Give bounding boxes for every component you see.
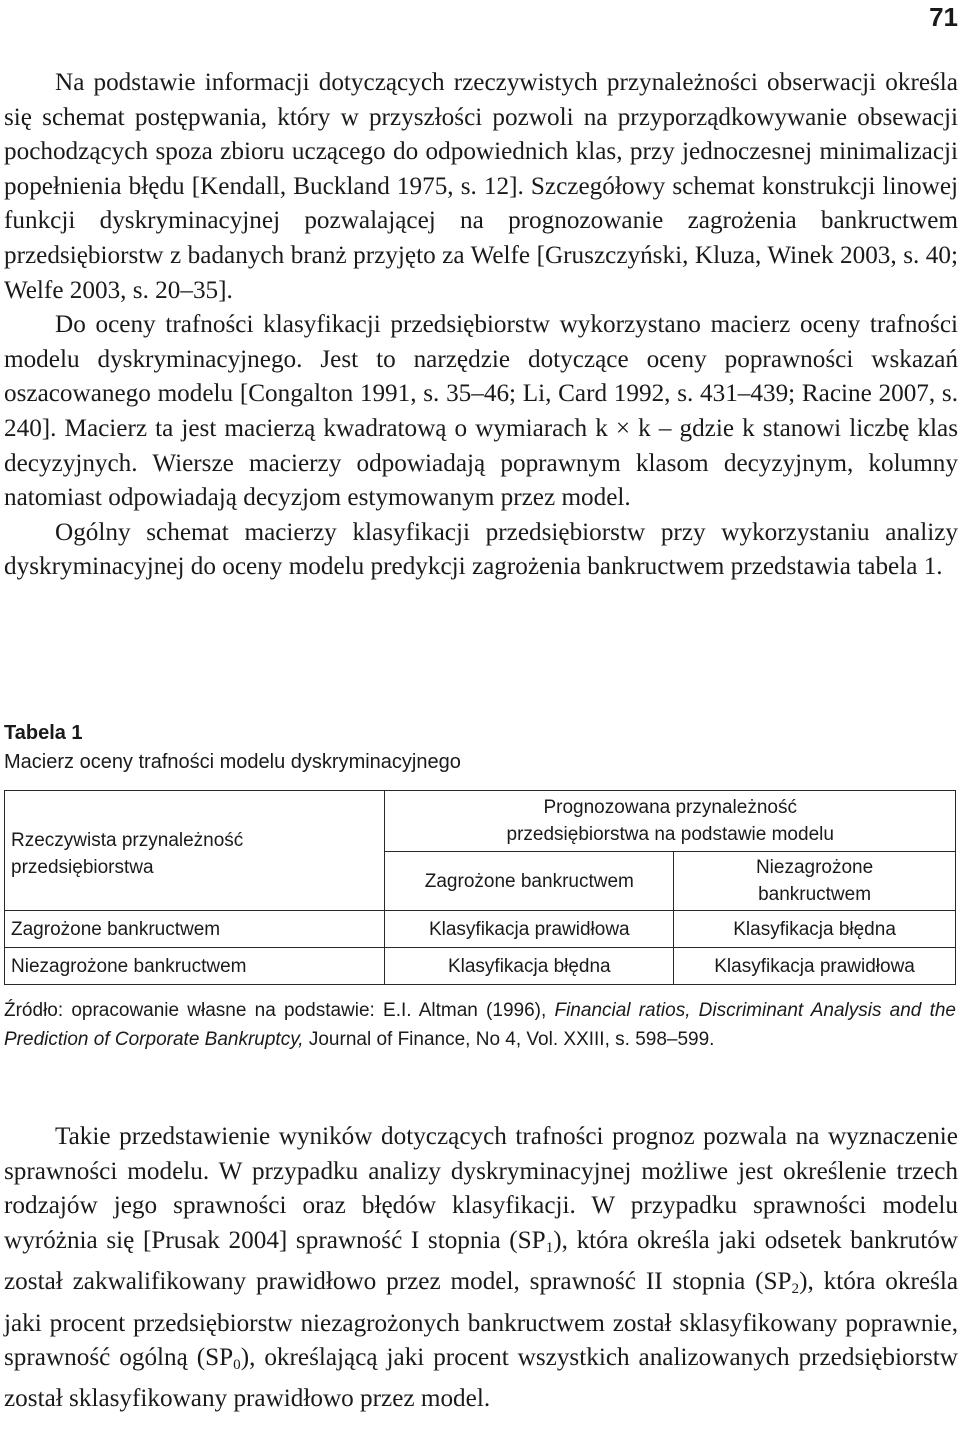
table-group-header: Prognozowana przynależność przedsiębiorstwa na podstawie modelu <box>385 791 956 852</box>
table-col-header: Niezagrożone bankructwem <box>674 852 956 911</box>
paragraph <box>4 1120 958 1417</box>
subscript: 1 <box>545 1239 554 1256</box>
table-row-label: Zagrożone bankructwem <box>5 911 385 948</box>
source-suffix: Journal of Finance, No 4, Vol. XXIII, s. 598–599. <box>303 1029 715 1050</box>
subscript: 0 <box>233 1356 241 1373</box>
paragraph: Ogólny schemat macierzy klasyfikacji przedsiębiorstw przy wykorzystaniu analizy dyskryminacyjnej do oceny modelu predykcji zagrożenia bankructwem przedstawia tabela 1. <box>4 518 958 581</box>
text-segment: ), która określa jaki procent przedsiębiorstw niezagrożonych bankructwem został sklasyfikowany poprawnie, sprawność ogólną (SP <box>4 1268 959 1372</box>
table-cell: Klasyfikacja prawidłowa <box>385 911 674 948</box>
table-cell: Klasyfikacja błędna <box>385 948 674 985</box>
table-row <box>5 911 956 948</box>
table-title: Tabela 1 <box>4 722 83 744</box>
text-segment: ), określającą jaki procent wszystkich analizowanych przedsiębiorstw został sklasyfikowany prawidłowo przez model. <box>4 1344 958 1413</box>
page-number: 71 <box>929 2 958 32</box>
text-segment: Takie przedstawienie wyników dotyczących trafności prognoz pozwala na wyznaczenie sprawności modelu. W przypadku analizy dyskryminacyjnej możliwe jest określenie trzech rodzajów jego sprawności oraz błędów klasyfikacji. W przypadku sprawności modelu wyróżnia się [Prusak 2004] sprawność I stopnia (SP <box>4 1123 958 1254</box>
subscript: 2 <box>791 1280 800 1297</box>
source-prefix: Źródło: opracowanie własne na podstawie: E.I. Altman (1996), <box>4 1000 555 1021</box>
table-cell: Klasyfikacja prawidłowa <box>674 948 956 985</box>
table-row <box>5 948 956 985</box>
table-row-label: Niezagrożone bankructwem <box>5 948 385 985</box>
paragraph: Do oceny trafności klasyfikacji przedsiębiorstw wykorzystano macierz oceny trafności modelu dyskryminacyjnego. Jest to narzędzie dotyczące oceny poprawności wskazań oszacowanego modelu [Congalton 1991, s. 35–46; Li, Card 1992, s. 431–439; Racine 2007, s. 240]. Macierz ta jest macierzą kwadratową o wymiarach k × k – gdzie k stanowi liczbę klas decyzyjnych. Wiersze macierzy odpowiadają poprawnym klasom decyzyjnym, kolumny natomiast odpowiadają decyzjom estymowanym przez model. <box>4 311 958 512</box>
table-col-header: Zagrożone bankructwem <box>385 852 674 911</box>
table-source-note <box>4 996 956 1054</box>
table-corner-header: Rzeczywista przynależność przedsiębiorstwa <box>5 791 385 911</box>
body-text-top <box>4 66 958 585</box>
classification-matrix-table <box>4 790 956 985</box>
paragraph: Na podstawie informacji dotyczących rzeczywistych przynależności obserwacji określa się schemat postępwania, który w przyszłości pozwoli na przyporządkowywanie obsewacji pochodzących spoza zbioru uczącego do odpowiednich klas, przy jednoczesnej minimalizacji popełnienia błędu [Kendall, Buckland 1975, s. 12]. Szczegółowy schemat konstrukcji linowej funkcji dyskryminacyjnej pozwalającej na prognozowanie zagrożenia bankructwem przedsiębiorstw z badanych branż przyjęto za Welfe [Gruszczyński, Kluza, Winek 2003, s. 40; Welfe 2003, s. 20–35]. <box>4 69 958 304</box>
table-cell: Klasyfikacja błędna <box>674 911 956 948</box>
source-title: Financial ratios, Discriminant Analysis and the Prediction of Corporate Bankruptcy, <box>4 1000 956 1050</box>
text-segment: ), która określa jaki odsetek bankrutów został zakwalifikowany prawidłowo przez model, sprawność II stopnia (SP <box>4 1226 958 1296</box>
body-text-bottom <box>4 1120 958 1417</box>
table-caption: Macierz oceny trafności modelu dyskryminacyjnego <box>4 751 461 773</box>
